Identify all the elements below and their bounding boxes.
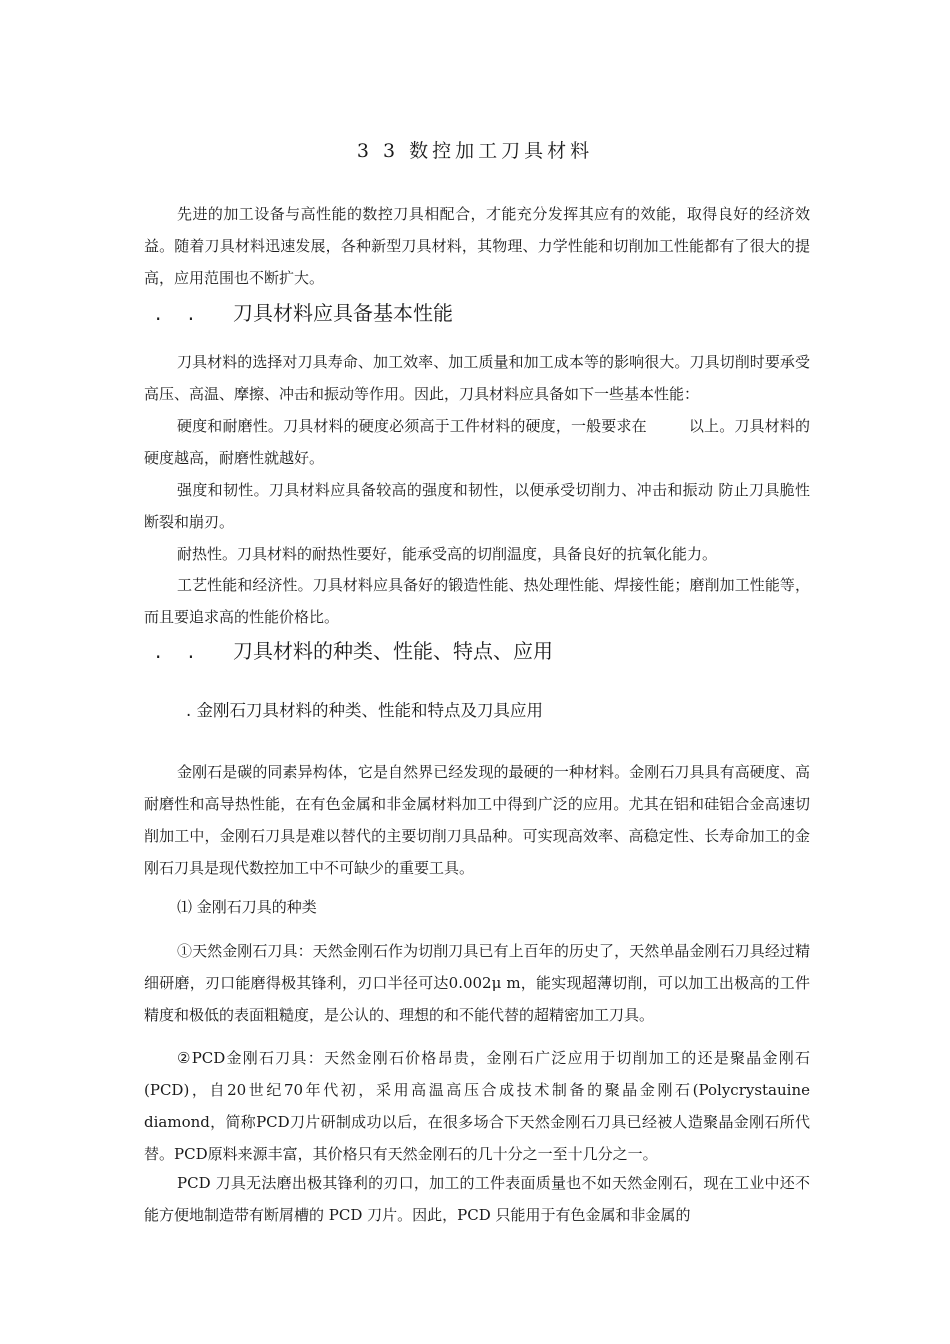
section1-paragraph-1: 刀具材料的选择对刀具寿命、加工效率、加工质量和加工成本等的影响很大。刀具切削时要承受高压、高温、摩擦、冲击和振动等作用。因此，刀具材料应具备如下一些基本性能： <box>144 353 810 403</box>
pcd-limitations-paragraph: PCD 刀具无法磨出极其锋利的刃口，加工的工件表面质量也不如天然金刚石，现在工业中还不能方便地制造带有断屑槽的 PCD 刀片。因此，PCD 只能用于有色金属和非金属的 <box>144 1174 810 1224</box>
section1-number: . . <box>155 301 205 325</box>
section1-paragraph-hardness <box>144 410 810 474</box>
section1-paragraph-strength: 强度和韧性。刀具材料应具备较高的强度和韧性，以便承受切削力、冲击和振动 防止刀具脆性断裂和崩刃。 <box>144 481 810 531</box>
diamond-intro-paragraph: 金刚石是碳的同素异构体，它是自然界已经发现的最硬的一种材料。金刚石刀具具有高硬度、高耐磨性和高导热性能，在有色金属和非金属材料加工中得到广泛的应用。尤其在铝和硅铝合金高速切削加工中，金刚石刀具是难以替代的主要切削刀具品种。可实现高效率、高稳定性、长寿命加工的金刚石刀具是现代数控加工中不可缺少的重要工具。 <box>144 763 810 877</box>
diamond-types-heading: ⑴ 金刚石刀具的种类 <box>177 898 317 916</box>
section2-number: . . <box>155 639 205 663</box>
section2-heading <box>155 636 553 666</box>
section1-heading <box>155 298 453 328</box>
section2-title: 刀具材料的种类、性能、特点、应用 <box>233 639 553 663</box>
intro-paragraph: 先进的加工设备与高性能的数控刀具相配合，才能充分发挥其应有的效能，取得良好的经济效益。随着刀具材料迅速发展，各种新型刀具材料，其物理、力学性能和切削加工性能都有了很大的提高，应用范围也不断扩大。 <box>144 205 810 287</box>
diamond-subheading: . 金刚石刀具材料的种类、性能和特点及刀具应用 <box>186 701 543 720</box>
natural-diamond-paragraph: ①天然金刚石刀具：天然金刚石作为切削刀具已有上百年的历史了，天然单晶金刚石刀具经过精细研磨，刃口能磨得极其锋利，刃口半径可达0.002μ m，能实现超薄切削，可以加工出极高的工件精度和极低的表面粗糙度，是公认的、理想的和不能代替的超精密加工刀具。 <box>144 942 810 1024</box>
section1-title: 刀具材料应具备基本性能 <box>233 301 453 325</box>
pcd-diamond-paragraph: ②PCD金刚石刀具：天然金刚石价格昂贵，金刚石广泛应用于切削加工的还是聚晶金刚石(PCD)，自20世纪70年代初，采用高温高压合成技术制备的聚晶金刚石(Polycrystauine diamond，简称PCD刀片研制成功以后，在很多场合下天然金刚石刀具已经被人造聚晶金刚石所代替。PCD原料来源丰富，其价格只有天然金刚石的几十分之一至十几分之一。 <box>144 1049 810 1163</box>
hardness-text-a: 硬度和耐磨性。刀具材料的硬度必须高于工件材料的硬度，一般要求在 <box>177 417 647 435</box>
section1-paragraph-heat: 耐热性。刀具材料的耐热性要好，能承受高的切削温度，具备良好的抗氧化能力。 <box>177 545 718 563</box>
page-title: 3 3 数控加工刀具材料 <box>356 140 594 162</box>
hardness-text-b: 以上。刀具材料的硬度越高，耐磨性就越好。 <box>144 417 810 467</box>
section1-paragraph-process: 工艺性能和经济性。刀具材料应具备好的锻造性能、热处理性能、焊接性能；磨削加工性能等，而且要追求高的性能价格比。 <box>144 576 810 626</box>
